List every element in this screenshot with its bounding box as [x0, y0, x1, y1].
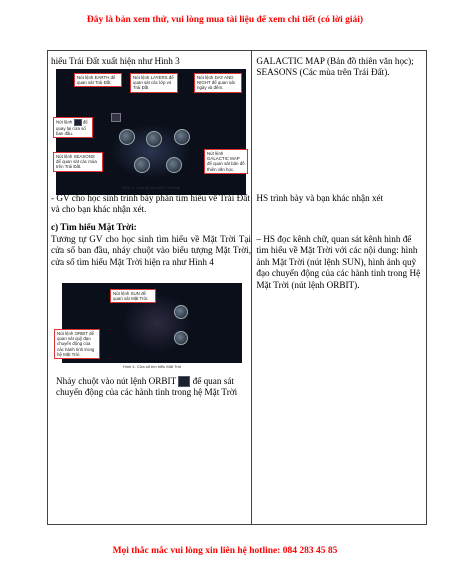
- hotline-banner: Mọi thắc mắc vui lòng xin liên hệ hotline: 084 283 45 85: [112, 546, 338, 556]
- galactic-map-button-icon[interactable]: [166, 157, 182, 173]
- preview-banner: Đây là bản xem thử, vui lòng mua tài liệu để xem chi tiết (có lời giải): [86, 15, 364, 25]
- callout-galactic: Nút lệnh GALACTIC MAP để quan sát bản đồ thiên văn học.: [204, 149, 248, 174]
- lesson-table: [47, 50, 427, 525]
- sun-button-icon[interactable]: [174, 305, 188, 319]
- heading-sun: c) Tìm hiểu Mặt Trời:: [51, 222, 137, 232]
- callout-seasons: Nút lệnh SEASONS để quan sát các mùa trên Trái Đất.: [53, 152, 103, 172]
- orbit-text-pre: Nháy chuột vào nút lệnh ORBIT: [56, 376, 177, 386]
- intro-text: hiểu Trái Đất xuất hiện như Hình 3: [51, 56, 180, 66]
- figure-4-caption: Hình 4. Cửa sổ tìm hiểu Mặt Trời: [122, 364, 182, 369]
- seasons-button-icon[interactable]: [134, 157, 150, 173]
- callout-back-pre: Nút lệnh: [56, 119, 73, 125]
- paragraph-orbit: [56, 376, 251, 399]
- layers-button-icon[interactable]: [146, 131, 162, 147]
- daynight-button-icon[interactable]: [174, 129, 190, 145]
- right-hs-present: HS trình bày và bạn khác nhận xét: [256, 193, 384, 203]
- orbit-icon: [178, 376, 190, 387]
- back-icon: [74, 119, 82, 126]
- orbit-text-post: để quan sát chuyển động của các hành tinh trong hệ Mặt Trời: [56, 376, 238, 398]
- earth-button-icon[interactable]: [119, 129, 135, 145]
- right-column: [252, 51, 427, 525]
- callout-earth: Nút lệnh EARTH để quan sát Trái Đất.: [74, 73, 122, 87]
- right-hs-sun: – HS đọc kênh chữ, quan sát kênh hình để tìm hiểu về Mặt Trời với các nội dung: hình ảnh Mặt Trời (nút lệnh SUN), hình ảnh quỹ đạo chuyển động của các hành tinh trong Hệ Mặt Trời (nút lệnh ORBIT).: [256, 234, 421, 290]
- right-galactic-seasons: GALACTIC MAP (Bản đồ thiên văn học); SEASONS (Các mùa trên Trái Đất).: [256, 56, 414, 78]
- callout-orbit: Nút lệnh ORBIT để quan sát quỹ đạo chuyển động của các hành tinh trong hệ Mặt Trời.: [54, 329, 100, 359]
- callout-daynight: Nút lệnh DAY AND NIGHT để quan sát ngày và đêm.: [194, 73, 242, 93]
- back-button-icon[interactable]: [111, 113, 121, 122]
- callout-back-post: để quay lại cửa sổ ban đầu.: [56, 119, 88, 137]
- left-column: [48, 51, 252, 525]
- callout-layers: Nút lệnh LAYERS để quan sát các lớp vỏ Trái Đất: [130, 73, 178, 93]
- callout-back: [53, 117, 93, 138]
- paragraph-sun-intro: Tương tự GV cho học sinh tìm hiểu về Mặt Trời Tại cửa sổ ban đầu, nháy chuột vào biểu tượng Mặt Trời, cửa sổ tìm hiểu Mặt Trời hiện ra như Hình 4: [51, 234, 251, 267]
- callout-sun: Nút lệnh SUN để quan sát Mặt Trời.: [110, 289, 156, 303]
- paragraph-gv-present: - GV cho học sinh trình bày phần tìm hiểu về Trái Đất và cho bạn khác nhận xét.: [51, 193, 250, 215]
- figure-3-caption: Hình 3. Cửa sổ tìm hiểu Trái Đất: [122, 185, 180, 190]
- orbit-button-icon[interactable]: [174, 331, 188, 345]
